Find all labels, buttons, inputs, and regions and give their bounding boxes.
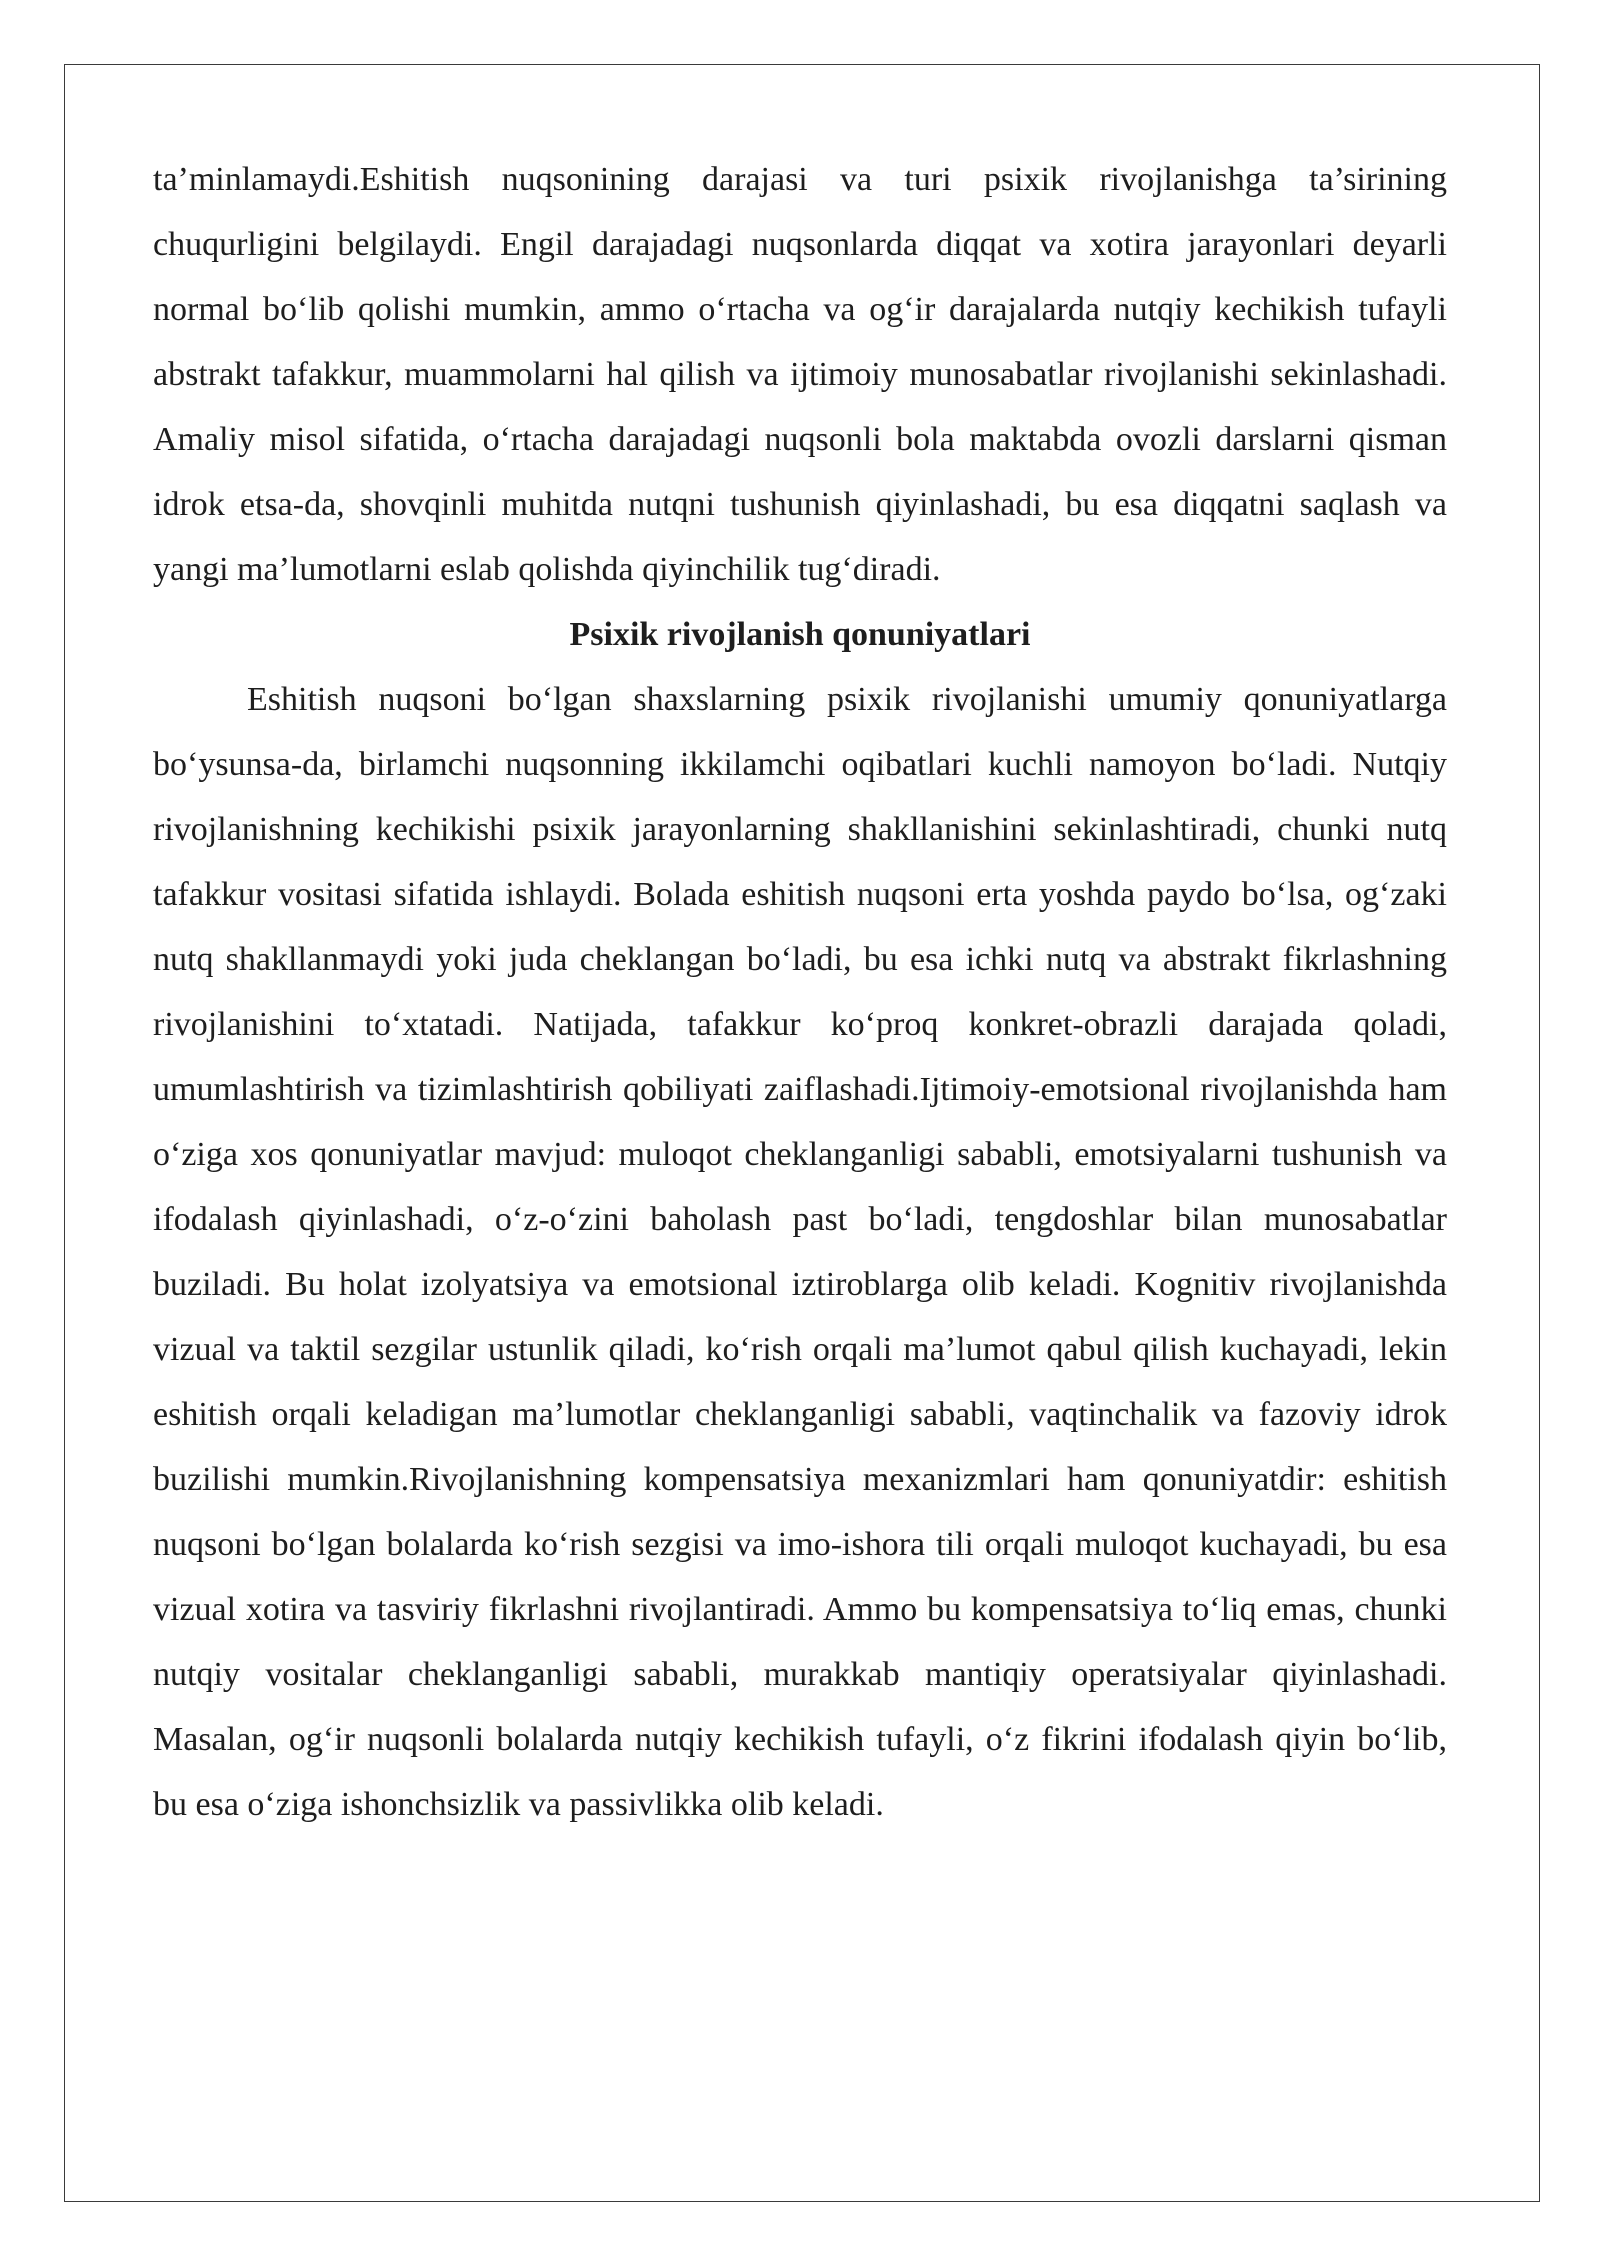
- paragraph-continuation: ta’minlamaydi.Eshitish nuqsonining darajasi va turi psixik rivojlanishga ta’sirining chuqurligini belgilaydi. Engil darajadagi nuqsonlarda diqqat va xotira jarayonlari deyarli normal bo‘lib qolishi mumkin, ammo o‘rtacha va og‘ir darajalarda nutqiy kechikish tufayli abstrakt tafakkur, muammolarni hal qilish va ijtimoiy munosabatlar rivojlanishi sekinlashadi. Amaliy misol sifatida, o‘rtacha darajadagi nuqsonli bola maktabda ovozli darslarni qisman idrok etsa-da, shovqinli muhitda nutqni tushunish qiyinlashadi, bu esa diqqatni saqlash va yangi ma’lumotlarni eslab qolishda qiyinchilik tug‘diradi.: [153, 161, 1447, 588]
- section-heading: Psixik rivojlanish qonuniyatlari: [569, 616, 1031, 653]
- paragraph-main: Eshitish nuqsoni bo‘lgan shaxslarning psixik rivojlanishi umumiy qonuniyatlarga bo‘ysunsa-da, birlamchi nuqsonning ikkilamchi oqibatlari kuchli namoyon bo‘ladi. Nutqiy rivojlanishning kechikishi psixik jarayonlarning shakllanishini sekinlashtiradi, chunki nutq tafakkur vositasi sifatida ishlaydi. Bolada eshitish nuqsoni erta yoshda paydo bo‘lsa, og‘zaki nutq shakllanmaydi yoki juda cheklangan bo‘ladi, bu esa ichki nutq va abstrakt fikrlashning rivojlanishini to‘xtatadi. Natijada, tafakkur ko‘proq konkret-obrazli darajada qoladi, umumlashtirish va tizimlashtirish qobiliyati zaiflashadi.Ijtimoiy-emotsional rivojlanishda ham o‘ziga xos qonuniyatlar mavjud: muloqot cheklanganligi sababli, emotsiyalarni tushunish va ifodalash qiyinlashadi, o‘z-o‘zini baholash past bo‘ladi, tengdoshlar bilan munosabatlar buziladi. Bu holat izolyatsiya va emotsional iztiroblarga olib keladi. Kognitiv rivojlanishda vizual va taktil sezgilar ustunlik qiladi, ko‘rish orqali ma’lumot qabul qilish kuchayadi, lekin eshitish orqali keladigan ma’lumotlar cheklanganligi sababli, vaqtinchalik va fazoviy idrok buzilishi mumkin.Rivojlanishning kompensatsiya mexanizmlari ham qonuniyatdir: eshitish nuqsoni bo‘lgan bolalarda ko‘rish sezgisi va imo-ishora tili orqali muloqot kuchayadi, bu esa vizual xotira va tasviriy fikrlashni rivojlantiradi. Ammo bu kompensatsiya to‘liq emas, chunki nutqiy vositalar cheklanganligi sababli, murakkab mantiqiy operatsiyalar qiyinlashadi. Masalan, og‘ir nuqsonli bolalarda nutqiy kechikish tufayli, o‘z fikrini ifodalash qiyin bo‘lib, bu esa o‘ziga ishonchsizlik va passivlikka olib keladi.: [153, 681, 1447, 1823]
- document-body: [153, 147, 1447, 1837]
